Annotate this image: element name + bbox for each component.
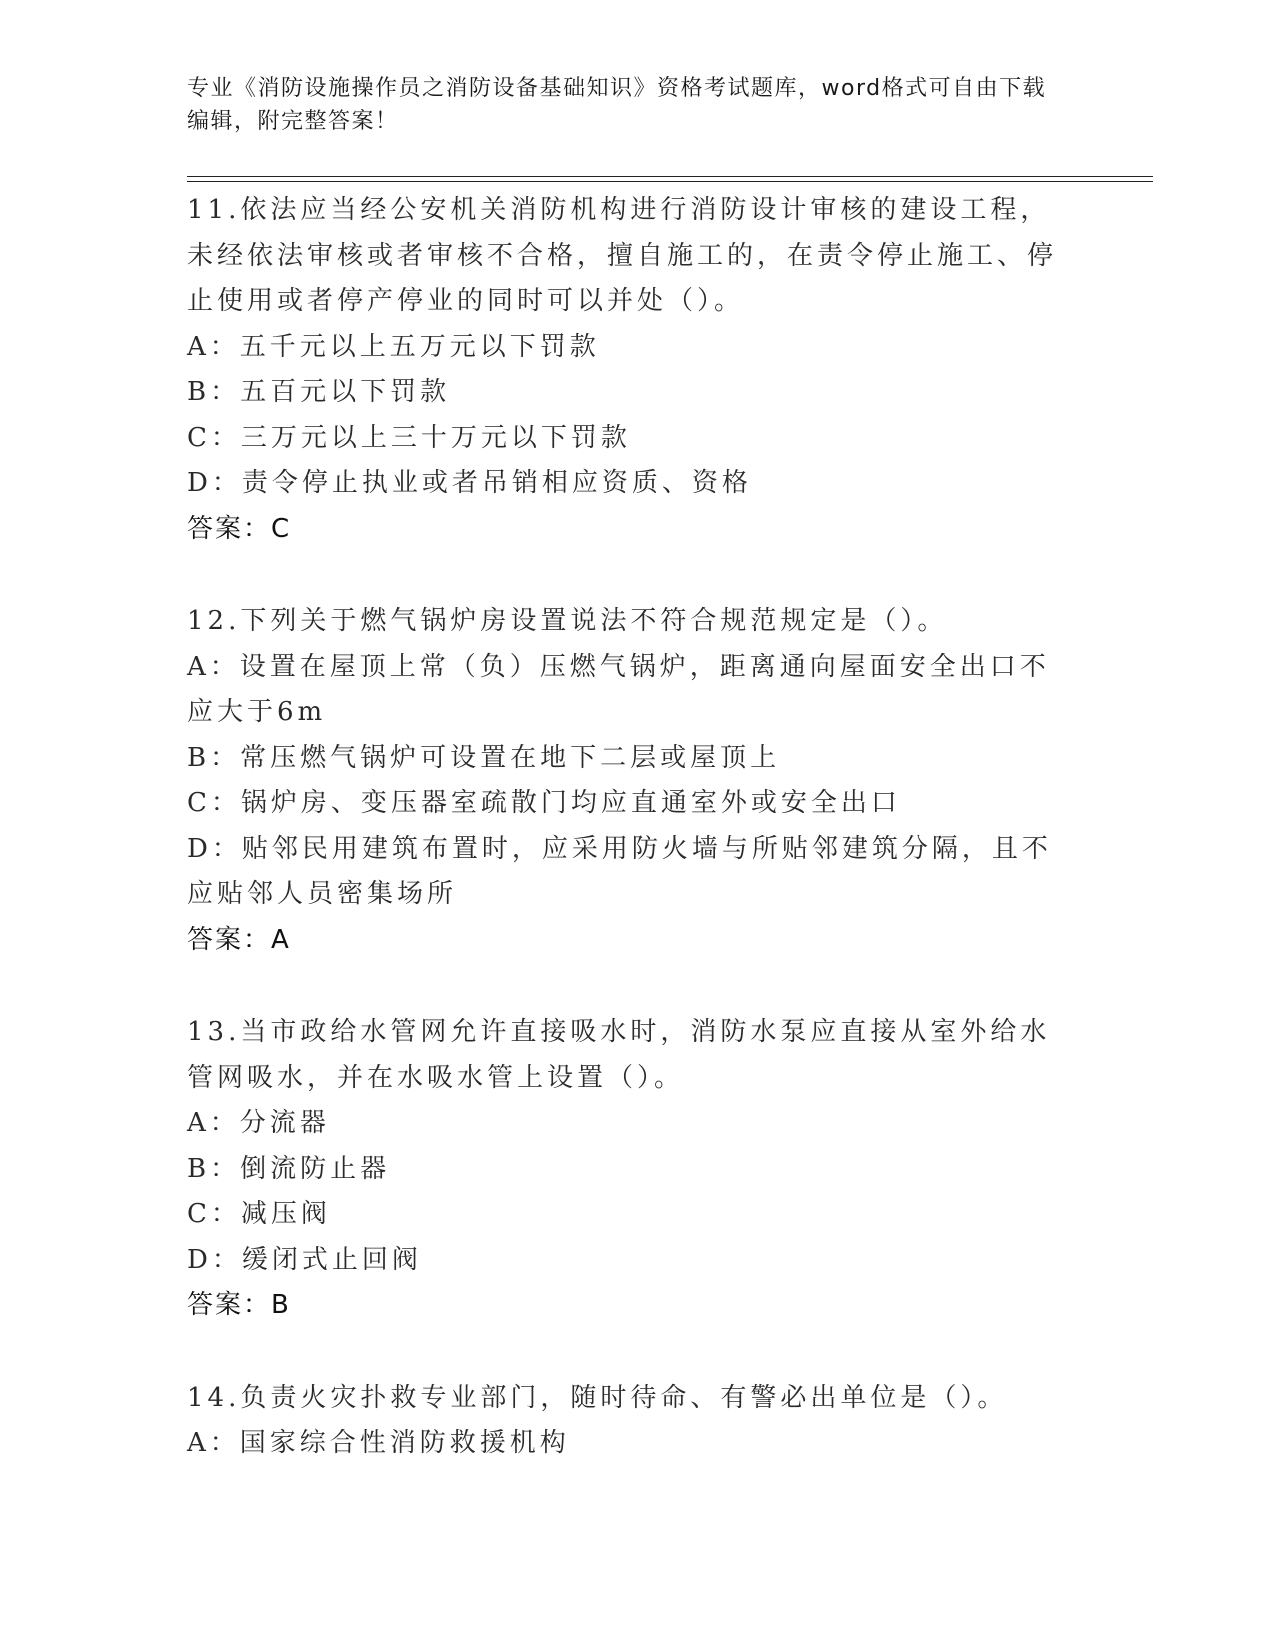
option-d: D：缓闭式止回阀	[187, 1244, 422, 1275]
option-d: D：责令停止执业或者吊销相应资质、资格	[187, 468, 752, 498]
document-header: 专业《消防设施操作员之消防设备基础知识》资格考试题库，word格式可自由下载编辑，附完整答案！	[187, 76, 1047, 134]
header-rule-bottom	[187, 181, 1153, 182]
question-stem: 14.负责火灾扑救专业部门，随时待命、有警必出单位是（）。	[187, 1382, 1008, 1413]
option-c: C：减压阀	[187, 1199, 331, 1229]
answer-line: 答案：C	[187, 513, 292, 544]
option-a: A：五千元以上五万元以下罚款	[187, 331, 600, 362]
question-list	[187, 188, 1087, 1514]
answer-line: 答案：A	[187, 924, 291, 955]
question-14	[187, 1376, 1087, 1467]
answer-line: 答案：B	[187, 1290, 291, 1320]
header-rule-top	[187, 176, 1153, 177]
question-12	[187, 599, 1087, 963]
option-a: A：国家综合性消防救援机构	[187, 1428, 570, 1458]
option-d: D：贴邻民用建筑布置时，应采用防火墙与所贴邻建筑分隔，且不应贴邻人员密集场所	[187, 833, 1052, 909]
question-13	[187, 1010, 1087, 1329]
option-c: C：锅炉房、变压器室疏散门均应直通室外或安全出口	[187, 788, 901, 818]
question-stem: 11.依法应当经公安机关消防机构进行消防设计审核的建设工程，未经依法审核或者审核不合格，擅自施工的，在责令停止施工、停止使用或者停产停业的同时可以并处（）。	[187, 195, 1058, 316]
question-stem: 13.当市政给水管网允许直接吸水时，消防水泵应直接从室外给水管网吸水，并在水吸水管上设置（）。	[187, 1017, 1051, 1093]
option-b: B：五百元以下罚款	[187, 377, 451, 407]
option-a: A：设置在屋顶上常（负）压燃气锅炉，距离通向屋面安全出口不应大于6m	[187, 651, 1050, 727]
option-b: B：常压燃气锅炉可设置在地下二层或屋顶上	[187, 742, 781, 773]
option-a: A：分流器	[187, 1108, 330, 1138]
option-b: B：倒流防止器	[187, 1153, 391, 1184]
question-stem: 12.下列关于燃气锅炉房设置说法不符合规范规定是（）。	[187, 606, 948, 636]
option-c: C：三万元以上三十万元以下罚款	[187, 422, 631, 453]
question-11	[187, 188, 1087, 552]
